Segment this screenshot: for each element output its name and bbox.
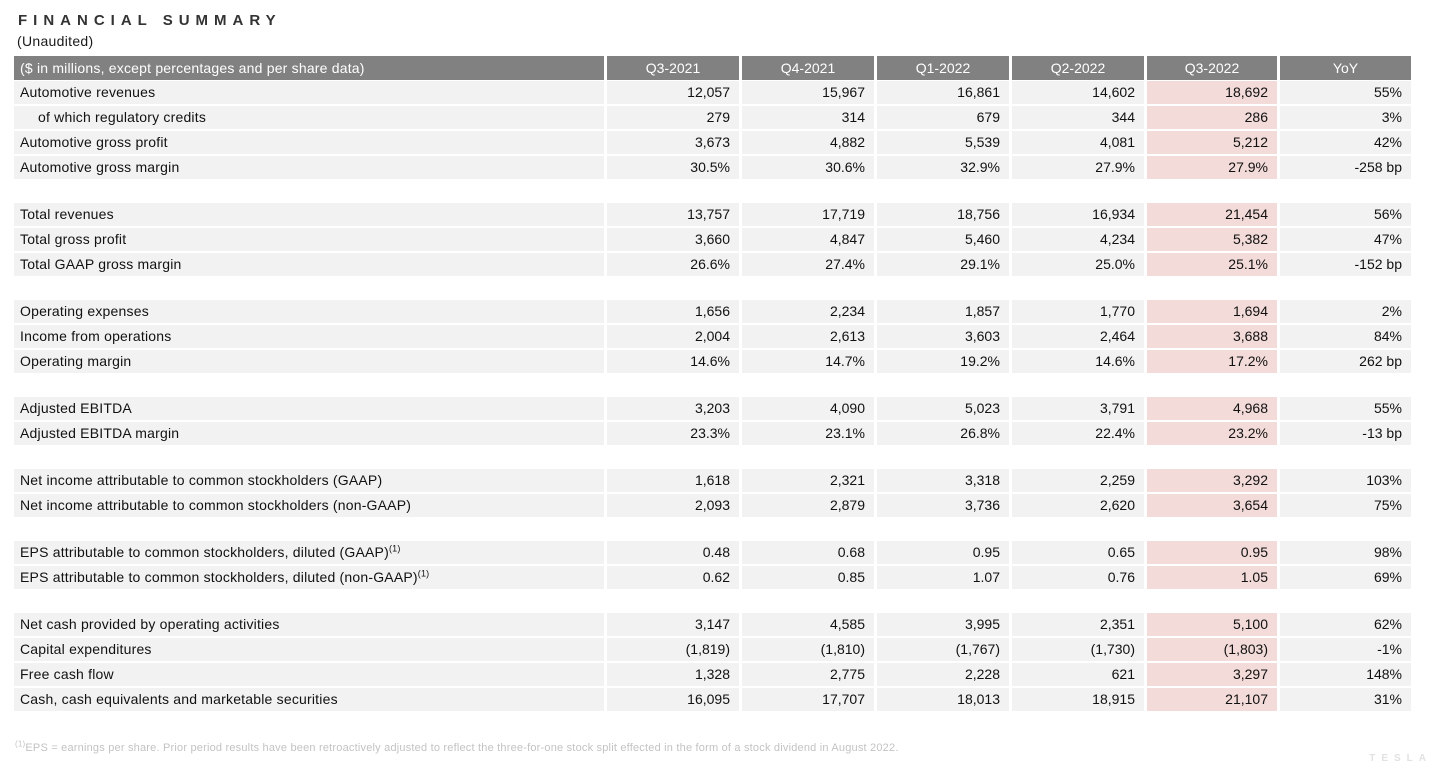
row-value: 2,093 — [604, 494, 739, 517]
row-value: 4,847 — [739, 228, 874, 251]
row-value: 2,613 — [739, 325, 874, 348]
row-value: 148% — [1277, 663, 1411, 686]
row-value: 21,454 — [1144, 203, 1277, 226]
table-section — [14, 81, 1411, 179]
row-value: 2,004 — [604, 325, 739, 348]
row-label-superscript: (1) — [388, 543, 401, 554]
row-value: -13 bp — [1277, 422, 1411, 445]
row-value: 2,228 — [874, 663, 1009, 686]
table-row — [14, 638, 1411, 661]
row-value: 47% — [1277, 228, 1411, 251]
table-header-row — [14, 56, 1411, 80]
table-row — [14, 106, 1411, 129]
row-value: (1,767) — [874, 638, 1009, 661]
row-value: 3,673 — [604, 131, 739, 154]
row-value: 4,090 — [739, 397, 874, 420]
row-value: 3,147 — [604, 613, 739, 636]
row-label: EPS attributable to common stockholders, diluted (GAAP)$^{(1)}$ — [14, 541, 604, 564]
footnote-superscript: (1) — [15, 739, 26, 749]
table-section — [14, 613, 1411, 711]
row-label: Cash, cash equivalents and marketable securities — [14, 688, 604, 711]
row-value: 621 — [1009, 663, 1144, 686]
row-value: 16,861 — [874, 81, 1009, 104]
row-value: 0.85 — [739, 566, 874, 589]
footnote — [15, 739, 899, 754]
row-value: 18,692 — [1144, 81, 1277, 104]
row-value: 25.0% — [1009, 253, 1144, 276]
row-value: 29.1% — [874, 253, 1009, 276]
row-value: 679 — [874, 106, 1009, 129]
row-value: 0.68 — [739, 541, 874, 564]
row-value: 262 bp — [1277, 350, 1411, 373]
column-header-q3-2022: Q3-2022 — [1144, 56, 1277, 80]
row-label: Free cash flow — [14, 663, 604, 686]
column-header-q4-2021: Q4-2021 — [739, 56, 874, 80]
row-label-superscript: (1) — [417, 568, 430, 579]
row-label: EPS attributable to common stockholders, diluted (non-GAAP)$^{(1)}$ — [14, 566, 604, 589]
row-value: 0.62 — [604, 566, 739, 589]
row-value: 1,618 — [604, 469, 739, 492]
row-value: (1,810) — [739, 638, 874, 661]
row-label: Total revenues — [14, 203, 604, 226]
table-row — [14, 613, 1411, 636]
row-value: 4,585 — [739, 613, 874, 636]
table-row — [14, 81, 1411, 104]
table-row — [14, 397, 1411, 420]
row-value: 5,212 — [1144, 131, 1277, 154]
row-label: Operating margin — [14, 350, 604, 373]
row-value: 1,770 — [1009, 300, 1144, 323]
column-header-yoy: YoY — [1277, 56, 1411, 80]
row-value: 0.76 — [1009, 566, 1144, 589]
table-row — [14, 253, 1411, 276]
row-value: 3,297 — [1144, 663, 1277, 686]
row-value: 18,756 — [874, 203, 1009, 226]
row-value: 5,382 — [1144, 228, 1277, 251]
row-value: 55% — [1277, 81, 1411, 104]
page-title: FINANCIAL SUMMARY — [18, 12, 282, 29]
column-header-q2-2022: Q2-2022 — [1009, 56, 1144, 80]
row-value: -152 bp — [1277, 253, 1411, 276]
row-value: (1,730) — [1009, 638, 1144, 661]
row-value: -258 bp — [1277, 156, 1411, 179]
row-label: Automotive gross profit — [14, 131, 604, 154]
table-section — [14, 300, 1411, 373]
row-value: 5,023 — [874, 397, 1009, 420]
tesla-wordmark-logo: TESLA — [1369, 753, 1432, 764]
table-row — [14, 688, 1411, 711]
row-value: 14.7% — [739, 350, 874, 373]
table-row — [14, 422, 1411, 445]
row-value: 0.65 — [1009, 541, 1144, 564]
row-value: 1,857 — [874, 300, 1009, 323]
row-value: 344 — [1009, 106, 1144, 129]
table-row — [14, 203, 1411, 226]
row-label: Net income attributable to common stockholders (non-GAAP) — [14, 494, 604, 517]
row-value: 5,539 — [874, 131, 1009, 154]
row-value: 5,460 — [874, 228, 1009, 251]
row-label: Total gross profit — [14, 228, 604, 251]
row-value: 98% — [1277, 541, 1411, 564]
table-row — [14, 228, 1411, 251]
column-header-q3-2021: Q3-2021 — [604, 56, 739, 80]
row-label: Adjusted EBITDA — [14, 397, 604, 420]
row-value: 22.4% — [1009, 422, 1144, 445]
row-value: 5,100 — [1144, 613, 1277, 636]
table-row — [14, 156, 1411, 179]
table-row — [14, 494, 1411, 517]
row-value: -1% — [1277, 638, 1411, 661]
row-value: 0.48 — [604, 541, 739, 564]
table-section — [14, 397, 1411, 445]
financial-summary-table — [14, 56, 1411, 713]
row-value: 279 — [604, 106, 739, 129]
table-row — [14, 325, 1411, 348]
row-value: 3,318 — [874, 469, 1009, 492]
row-value: 3,654 — [1144, 494, 1277, 517]
row-value: 18,013 — [874, 688, 1009, 711]
row-value: 30.5% — [604, 156, 739, 179]
row-label: Automotive gross margin — [14, 156, 604, 179]
table-row — [14, 300, 1411, 323]
row-value: 2,879 — [739, 494, 874, 517]
row-value: 2,259 — [1009, 469, 1144, 492]
row-value: 2,234 — [739, 300, 874, 323]
page-subtitle: (Unaudited) — [17, 33, 94, 49]
row-label: Operating expenses — [14, 300, 604, 323]
table-row — [14, 350, 1411, 373]
row-value: 3,603 — [874, 325, 1009, 348]
row-value: 25.1% — [1144, 253, 1277, 276]
row-value: 19.2% — [874, 350, 1009, 373]
row-value: 69% — [1277, 566, 1411, 589]
row-value: 103% — [1277, 469, 1411, 492]
table-row — [14, 469, 1411, 492]
row-value: 26.8% — [874, 422, 1009, 445]
footnote-text: EPS = earnings per share. Prior period results have been retroactively adjusted to reflect the three-for-one stock split effected in the form of a stock dividend in August 2022. — [25, 742, 899, 754]
row-label: Total GAAP gross margin — [14, 253, 604, 276]
row-value: 55% — [1277, 397, 1411, 420]
row-value: 2,775 — [739, 663, 874, 686]
row-value: 17.2% — [1144, 350, 1277, 373]
row-value: 84% — [1277, 325, 1411, 348]
table-section — [14, 203, 1411, 276]
row-value: 3,203 — [604, 397, 739, 420]
column-header-q1-2022: Q1-2022 — [874, 56, 1009, 80]
row-value: 4,968 — [1144, 397, 1277, 420]
row-value: (1,803) — [1144, 638, 1277, 661]
row-label: Net cash provided by operating activities — [14, 613, 604, 636]
row-value: 0.95 — [1144, 541, 1277, 564]
row-value: 16,095 — [604, 688, 739, 711]
row-value: 14.6% — [1009, 350, 1144, 373]
row-value: 1,328 — [604, 663, 739, 686]
row-label: Automotive revenues — [14, 81, 604, 104]
row-value: 3,660 — [604, 228, 739, 251]
row-value: 1.05 — [1144, 566, 1277, 589]
row-value: 26.6% — [604, 253, 739, 276]
row-label: Capital expenditures — [14, 638, 604, 661]
table-section — [14, 469, 1411, 517]
row-value: 27.9% — [1009, 156, 1144, 179]
row-label: of which regulatory credits — [14, 106, 604, 129]
row-value: 3% — [1277, 106, 1411, 129]
row-value: 30.6% — [739, 156, 874, 179]
table-row — [14, 566, 1411, 589]
row-value: 56% — [1277, 203, 1411, 226]
row-value: 2,464 — [1009, 325, 1144, 348]
row-value: 17,707 — [739, 688, 874, 711]
row-value: 1,694 — [1144, 300, 1277, 323]
row-value: 27.4% — [739, 253, 874, 276]
row-value: 3,995 — [874, 613, 1009, 636]
row-value: 3,736 — [874, 494, 1009, 517]
row-value: 3,292 — [1144, 469, 1277, 492]
row-value: 32.9% — [874, 156, 1009, 179]
row-value: 23.3% — [604, 422, 739, 445]
row-value: 4,081 — [1009, 131, 1144, 154]
row-value: 4,882 — [739, 131, 874, 154]
row-value: 2,620 — [1009, 494, 1144, 517]
row-value: 27.9% — [1144, 156, 1277, 179]
row-value: 75% — [1277, 494, 1411, 517]
row-value: 2,321 — [739, 469, 874, 492]
table-row — [14, 131, 1411, 154]
row-value: 286 — [1144, 106, 1277, 129]
row-value: 1.07 — [874, 566, 1009, 589]
row-value: 23.1% — [739, 422, 874, 445]
row-value: 12,057 — [604, 81, 739, 104]
row-value: 14.6% — [604, 350, 739, 373]
row-label: Income from operations — [14, 325, 604, 348]
row-value: 0.95 — [874, 541, 1009, 564]
row-value: 3,791 — [1009, 397, 1144, 420]
row-value: 4,234 — [1009, 228, 1144, 251]
table-body — [14, 81, 1411, 711]
row-value: 23.2% — [1144, 422, 1277, 445]
row-value: 3,688 — [1144, 325, 1277, 348]
table-section — [14, 541, 1411, 589]
row-value: 1,656 — [604, 300, 739, 323]
row-value: 42% — [1277, 131, 1411, 154]
row-label: Adjusted EBITDA margin — [14, 422, 604, 445]
row-value: 2% — [1277, 300, 1411, 323]
row-value: 2,351 — [1009, 613, 1144, 636]
row-value: 14,602 — [1009, 81, 1144, 104]
table-header-label: ($ in millions, except percentages and per share data) — [14, 56, 604, 80]
row-value: 18,915 — [1009, 688, 1144, 711]
row-value: 13,757 — [604, 203, 739, 226]
row-value: 21,107 — [1144, 688, 1277, 711]
row-value: 62% — [1277, 613, 1411, 636]
table-row — [14, 663, 1411, 686]
row-value: 17,719 — [739, 203, 874, 226]
row-value: 15,967 — [739, 81, 874, 104]
row-value: 314 — [739, 106, 874, 129]
table-row — [14, 541, 1411, 564]
row-label: Net income attributable to common stockholders (GAAP) — [14, 469, 604, 492]
row-value: 31% — [1277, 688, 1411, 711]
row-value: (1,819) — [604, 638, 739, 661]
row-value: 16,934 — [1009, 203, 1144, 226]
